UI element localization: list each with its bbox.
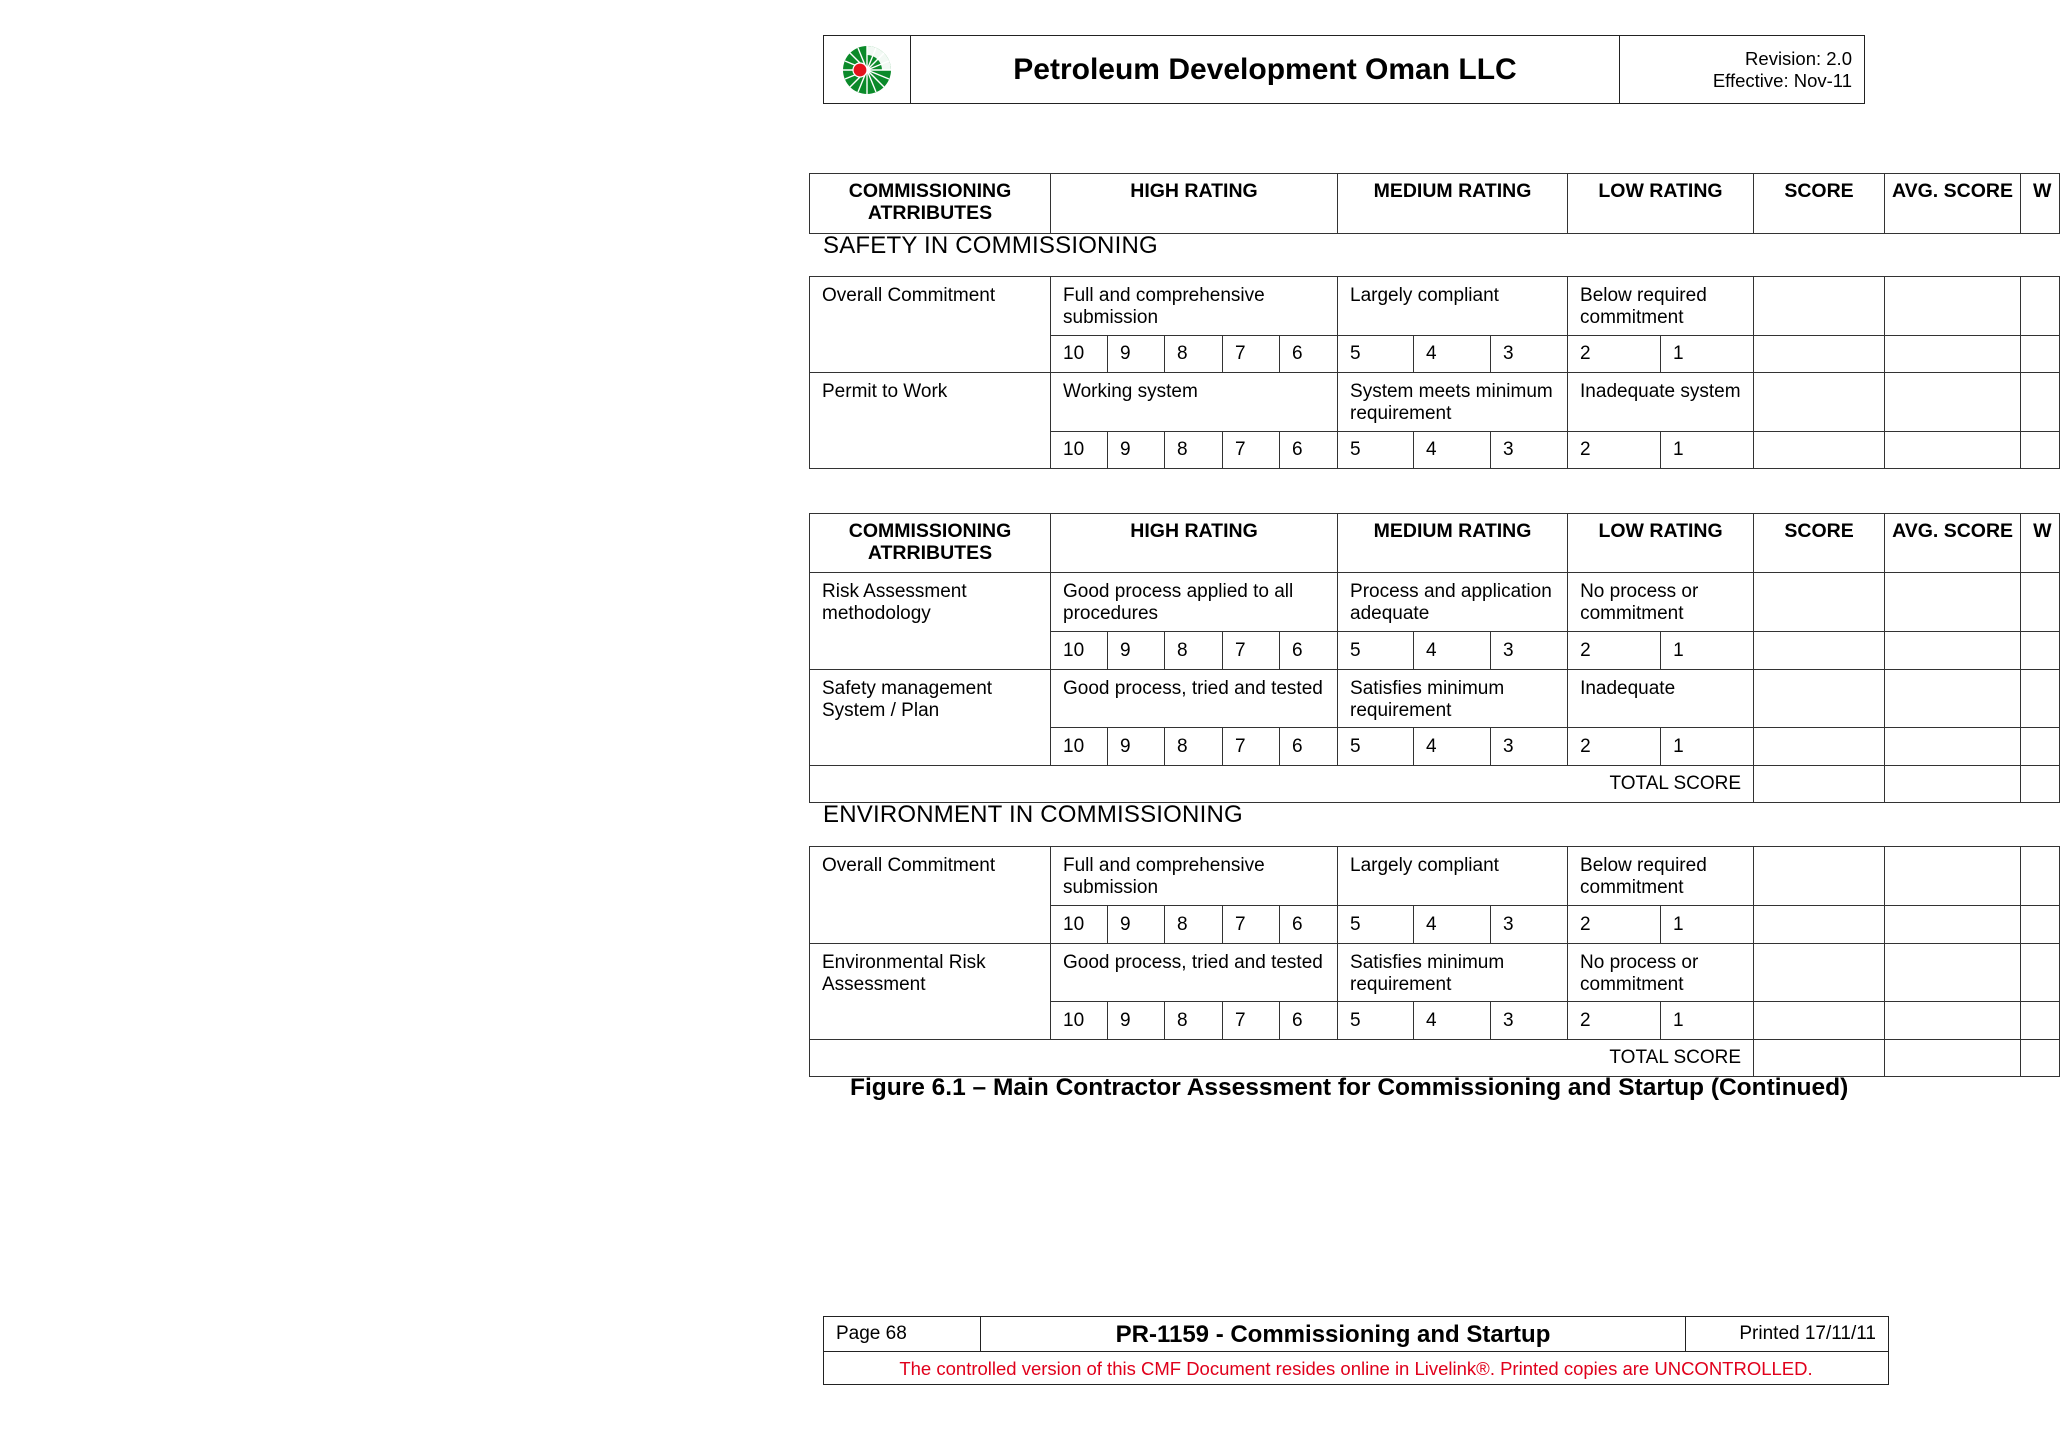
col-low-rating: LOW RATING bbox=[1568, 514, 1754, 573]
scale-value[interactable]: 10 bbox=[1051, 1002, 1108, 1040]
scale-value[interactable]: 6 bbox=[1280, 728, 1338, 766]
scale-value[interactable]: 2 bbox=[1568, 728, 1661, 766]
section-title-safety: SAFETY IN COMMISSIONING bbox=[823, 232, 1158, 259]
scale-value[interactable]: 2 bbox=[1568, 1002, 1661, 1040]
medium-desc: Process and application adequate bbox=[1338, 573, 1568, 632]
score-cell[interactable] bbox=[1754, 1002, 1885, 1040]
high-desc: Good process, tried and tested bbox=[1051, 944, 1338, 1002]
avg-score-cell[interactable] bbox=[1885, 373, 2021, 432]
score-cell[interactable] bbox=[1754, 336, 1885, 373]
figure-caption: Figure 6.1 – Main Contractor Assessment for Commissioning and Startup (Continued) bbox=[850, 1074, 1849, 1101]
scale-value[interactable]: 9 bbox=[1108, 1002, 1165, 1040]
scale-value[interactable]: 10 bbox=[1051, 336, 1108, 373]
document-header bbox=[823, 35, 1865, 104]
w-cell[interactable] bbox=[2021, 847, 2060, 906]
col-avg-score: AVG. SCORE bbox=[1885, 174, 2021, 234]
scale-value[interactable]: 8 bbox=[1165, 336, 1223, 373]
medium-desc: Satisfies minimum requirement bbox=[1338, 944, 1568, 1002]
col-w: W bbox=[2021, 514, 2060, 573]
scale-value[interactable]: 1 bbox=[1661, 728, 1754, 766]
scale-value[interactable]: 4 bbox=[1414, 906, 1491, 944]
score-cell[interactable] bbox=[1754, 432, 1885, 469]
scale-value[interactable]: 8 bbox=[1165, 906, 1223, 944]
high-desc: Good process applied to all procedures bbox=[1051, 573, 1338, 632]
scale-value[interactable]: 5 bbox=[1338, 336, 1414, 373]
scale-value[interactable]: 7 bbox=[1223, 728, 1280, 766]
score-cell[interactable] bbox=[1754, 670, 1885, 728]
avg-score-cell[interactable] bbox=[1885, 847, 2021, 906]
total-row bbox=[810, 766, 2060, 803]
w-cell[interactable] bbox=[2021, 573, 2060, 632]
col-w: W bbox=[2021, 174, 2060, 234]
score-cell[interactable] bbox=[1754, 906, 1885, 944]
page-number: Page 68 bbox=[824, 1317, 981, 1351]
scale-value[interactable]: 3 bbox=[1491, 336, 1568, 373]
w-cell[interactable] bbox=[2021, 632, 2060, 670]
scale-value[interactable]: 5 bbox=[1338, 632, 1414, 670]
scale-value[interactable]: 6 bbox=[1280, 336, 1338, 373]
scale-value[interactable]: 1 bbox=[1661, 632, 1754, 670]
score-cell[interactable] bbox=[1754, 944, 1885, 1002]
scale-value[interactable]: 2 bbox=[1568, 432, 1661, 469]
table-safety bbox=[809, 276, 2060, 469]
table-row bbox=[810, 944, 2060, 1002]
attr-permit-to-work: Permit to Work bbox=[810, 373, 1051, 469]
table-row bbox=[810, 277, 2060, 336]
low-desc: No process or commitment bbox=[1568, 944, 1754, 1002]
total-avg-cell[interactable] bbox=[1885, 766, 2021, 803]
total-avg-cell[interactable] bbox=[1885, 1040, 2021, 1077]
scale-value[interactable]: 9 bbox=[1108, 432, 1165, 469]
col-avg-score: AVG. SCORE bbox=[1885, 514, 2021, 573]
revision-block bbox=[1620, 36, 1864, 103]
score-cell[interactable] bbox=[1754, 728, 1885, 766]
col-high-rating: HIGH RATING bbox=[1051, 514, 1338, 573]
scale-value[interactable]: 9 bbox=[1108, 336, 1165, 373]
low-desc: Below required commitment bbox=[1568, 847, 1754, 906]
col-medium-rating: MEDIUM RATING bbox=[1338, 174, 1568, 234]
company-logo bbox=[824, 36, 911, 103]
scale-value[interactable]: 9 bbox=[1108, 632, 1165, 670]
low-desc: No process or commitment bbox=[1568, 573, 1754, 632]
w-cell[interactable] bbox=[2021, 277, 2060, 336]
scale-value[interactable]: 3 bbox=[1491, 632, 1568, 670]
col-high-rating: HIGH RATING bbox=[1051, 174, 1338, 234]
col-attributes: COMMISSIONING ATRRIBUTES bbox=[810, 514, 1051, 573]
table-safety-continued bbox=[809, 513, 2060, 803]
scale-value[interactable]: 4 bbox=[1414, 1002, 1491, 1040]
high-desc: Full and comprehensive submission bbox=[1051, 847, 1338, 906]
avg-score-cell[interactable] bbox=[1885, 573, 2021, 632]
scale-value[interactable]: 5 bbox=[1338, 1002, 1414, 1040]
medium-desc: Satisfies minimum requirement bbox=[1338, 670, 1568, 728]
scale-value[interactable]: 4 bbox=[1414, 432, 1491, 469]
scale-value[interactable]: 3 bbox=[1491, 432, 1568, 469]
table-environment bbox=[809, 846, 2060, 1077]
scale-value[interactable]: 5 bbox=[1338, 432, 1414, 469]
header-row bbox=[810, 514, 2060, 573]
high-desc: Working system bbox=[1051, 373, 1338, 432]
w-cell[interactable] bbox=[2021, 432, 2060, 469]
scale-value[interactable]: 1 bbox=[1661, 906, 1754, 944]
scale-value[interactable]: 4 bbox=[1414, 728, 1491, 766]
w-cell[interactable] bbox=[2021, 1002, 2060, 1040]
scale-value[interactable]: 8 bbox=[1165, 728, 1223, 766]
medium-desc: Largely compliant bbox=[1338, 847, 1568, 906]
section-title-environment: ENVIRONMENT IN COMMISSIONING bbox=[823, 801, 1243, 828]
high-desc: Full and comprehensive submission bbox=[1051, 277, 1338, 336]
w-cell[interactable] bbox=[2021, 728, 2060, 766]
total-score-cell[interactable] bbox=[1754, 766, 1885, 803]
scale-value[interactable]: 1 bbox=[1661, 432, 1754, 469]
pdo-logo-icon bbox=[838, 44, 896, 96]
attr-risk-assessment: Risk Assessment methodology bbox=[810, 573, 1051, 670]
table-header-1 bbox=[809, 173, 2060, 234]
col-score: SCORE bbox=[1754, 514, 1885, 573]
w-cell[interactable] bbox=[2021, 906, 2060, 944]
scale-value[interactable]: 9 bbox=[1108, 728, 1165, 766]
col-low-rating: LOW RATING bbox=[1568, 174, 1754, 234]
scale-value[interactable]: 3 bbox=[1491, 1002, 1568, 1040]
w-cell[interactable] bbox=[2021, 336, 2060, 373]
company-name: Petroleum Development Oman LLC bbox=[911, 36, 1620, 103]
total-score-label: TOTAL SCORE bbox=[810, 1040, 1754, 1077]
table-row bbox=[810, 847, 2060, 906]
scale-value[interactable]: 5 bbox=[1338, 728, 1414, 766]
scale-value[interactable]: 8 bbox=[1165, 432, 1223, 469]
avg-score-cell[interactable] bbox=[1885, 336, 2021, 373]
attr-safety-management: Safety management System / Plan bbox=[810, 670, 1051, 766]
table-row bbox=[810, 573, 2060, 632]
attr-overall-commitment: Overall Commitment bbox=[810, 277, 1051, 373]
total-score-label: TOTAL SCORE bbox=[810, 766, 1754, 803]
scale-value[interactable]: 2 bbox=[1568, 906, 1661, 944]
scale-value[interactable]: 7 bbox=[1223, 632, 1280, 670]
attr-overall-commitment: Overall Commitment bbox=[810, 847, 1051, 944]
scale-value[interactable]: 8 bbox=[1165, 632, 1223, 670]
w-cell[interactable] bbox=[2021, 670, 2060, 728]
total-w-cell[interactable] bbox=[2021, 1040, 2060, 1077]
scale-value[interactable]: 6 bbox=[1280, 632, 1338, 670]
document-title: PR-1159 - Commissioning and Startup bbox=[981, 1317, 1686, 1351]
avg-score-cell[interactable] bbox=[1885, 906, 2021, 944]
high-desc: Good process, tried and tested bbox=[1051, 670, 1338, 728]
scale-value[interactable]: 2 bbox=[1568, 632, 1661, 670]
total-row bbox=[810, 1040, 2060, 1077]
effective-date: Effective: Nov-11 bbox=[1712, 69, 1852, 91]
medium-desc: System meets minimum requirement bbox=[1338, 373, 1568, 432]
low-desc: Inadequate system bbox=[1568, 373, 1754, 432]
avg-score-cell[interactable] bbox=[1885, 277, 2021, 336]
score-cell[interactable] bbox=[1754, 632, 1885, 670]
scale-value[interactable]: 5 bbox=[1338, 906, 1414, 944]
avg-score-cell[interactable] bbox=[1885, 728, 2021, 766]
medium-desc: Largely compliant bbox=[1338, 277, 1568, 336]
col-medium-rating: MEDIUM RATING bbox=[1338, 514, 1568, 573]
scale-value[interactable]: 8 bbox=[1165, 1002, 1223, 1040]
w-cell[interactable] bbox=[2021, 944, 2060, 1002]
score-cell[interactable] bbox=[1754, 847, 1885, 906]
scale-value[interactable]: 7 bbox=[1223, 432, 1280, 469]
scale-value[interactable]: 6 bbox=[1280, 1002, 1338, 1040]
avg-score-cell[interactable] bbox=[1885, 432, 2021, 469]
scale-value[interactable]: 10 bbox=[1051, 728, 1108, 766]
table-row bbox=[810, 670, 2060, 728]
scale-value[interactable]: 7 bbox=[1223, 336, 1280, 373]
document-footer bbox=[823, 1316, 1889, 1385]
scale-value[interactable]: 7 bbox=[1223, 1002, 1280, 1040]
avg-score-cell[interactable] bbox=[1885, 670, 2021, 728]
scale-value[interactable]: 6 bbox=[1280, 432, 1338, 469]
total-w-cell[interactable] bbox=[2021, 766, 2060, 803]
scale-value[interactable]: 7 bbox=[1223, 906, 1280, 944]
w-cell[interactable] bbox=[2021, 373, 2060, 432]
printed-date: Printed 17/11/11 bbox=[1739, 1323, 1876, 1344]
scale-value[interactable]: 9 bbox=[1108, 906, 1165, 944]
scale-value[interactable]: 4 bbox=[1414, 632, 1491, 670]
low-desc: Below required commitment bbox=[1568, 277, 1754, 336]
scale-value[interactable]: 3 bbox=[1491, 906, 1568, 944]
low-desc: Inadequate bbox=[1568, 670, 1754, 728]
scale-value[interactable]: 4 bbox=[1414, 336, 1491, 373]
attr-environmental-risk: Environmental Risk Assessment bbox=[810, 944, 1051, 1040]
scale-value[interactable]: 3 bbox=[1491, 728, 1568, 766]
scale-value[interactable]: 1 bbox=[1661, 336, 1754, 373]
total-score-cell[interactable] bbox=[1754, 1040, 1885, 1077]
score-cell[interactable] bbox=[1754, 573, 1885, 632]
scale-value[interactable]: 1 bbox=[1661, 1002, 1754, 1040]
scale-value[interactable]: 10 bbox=[1051, 906, 1108, 944]
score-cell[interactable] bbox=[1754, 373, 1885, 432]
scale-value[interactable]: 6 bbox=[1280, 906, 1338, 944]
avg-score-cell[interactable] bbox=[1885, 944, 2021, 1002]
scale-value[interactable]: 10 bbox=[1051, 432, 1108, 469]
table-row bbox=[810, 373, 2060, 432]
scale-value[interactable]: 2 bbox=[1568, 336, 1661, 373]
score-cell[interactable] bbox=[1754, 277, 1885, 336]
col-attributes: COMMISSIONING ATRRIBUTES bbox=[810, 174, 1051, 234]
controlled-notice: The controlled version of this CMF Document resides online in Livelink®. Printed copies are UNCONTROLLED. bbox=[899, 1358, 1813, 1379]
avg-score-cell[interactable] bbox=[1885, 1002, 2021, 1040]
avg-score-cell[interactable] bbox=[1885, 632, 2021, 670]
scale-value[interactable]: 10 bbox=[1051, 632, 1108, 670]
revision: Revision: 2.0 bbox=[1745, 47, 1852, 69]
col-score: SCORE bbox=[1754, 174, 1885, 234]
